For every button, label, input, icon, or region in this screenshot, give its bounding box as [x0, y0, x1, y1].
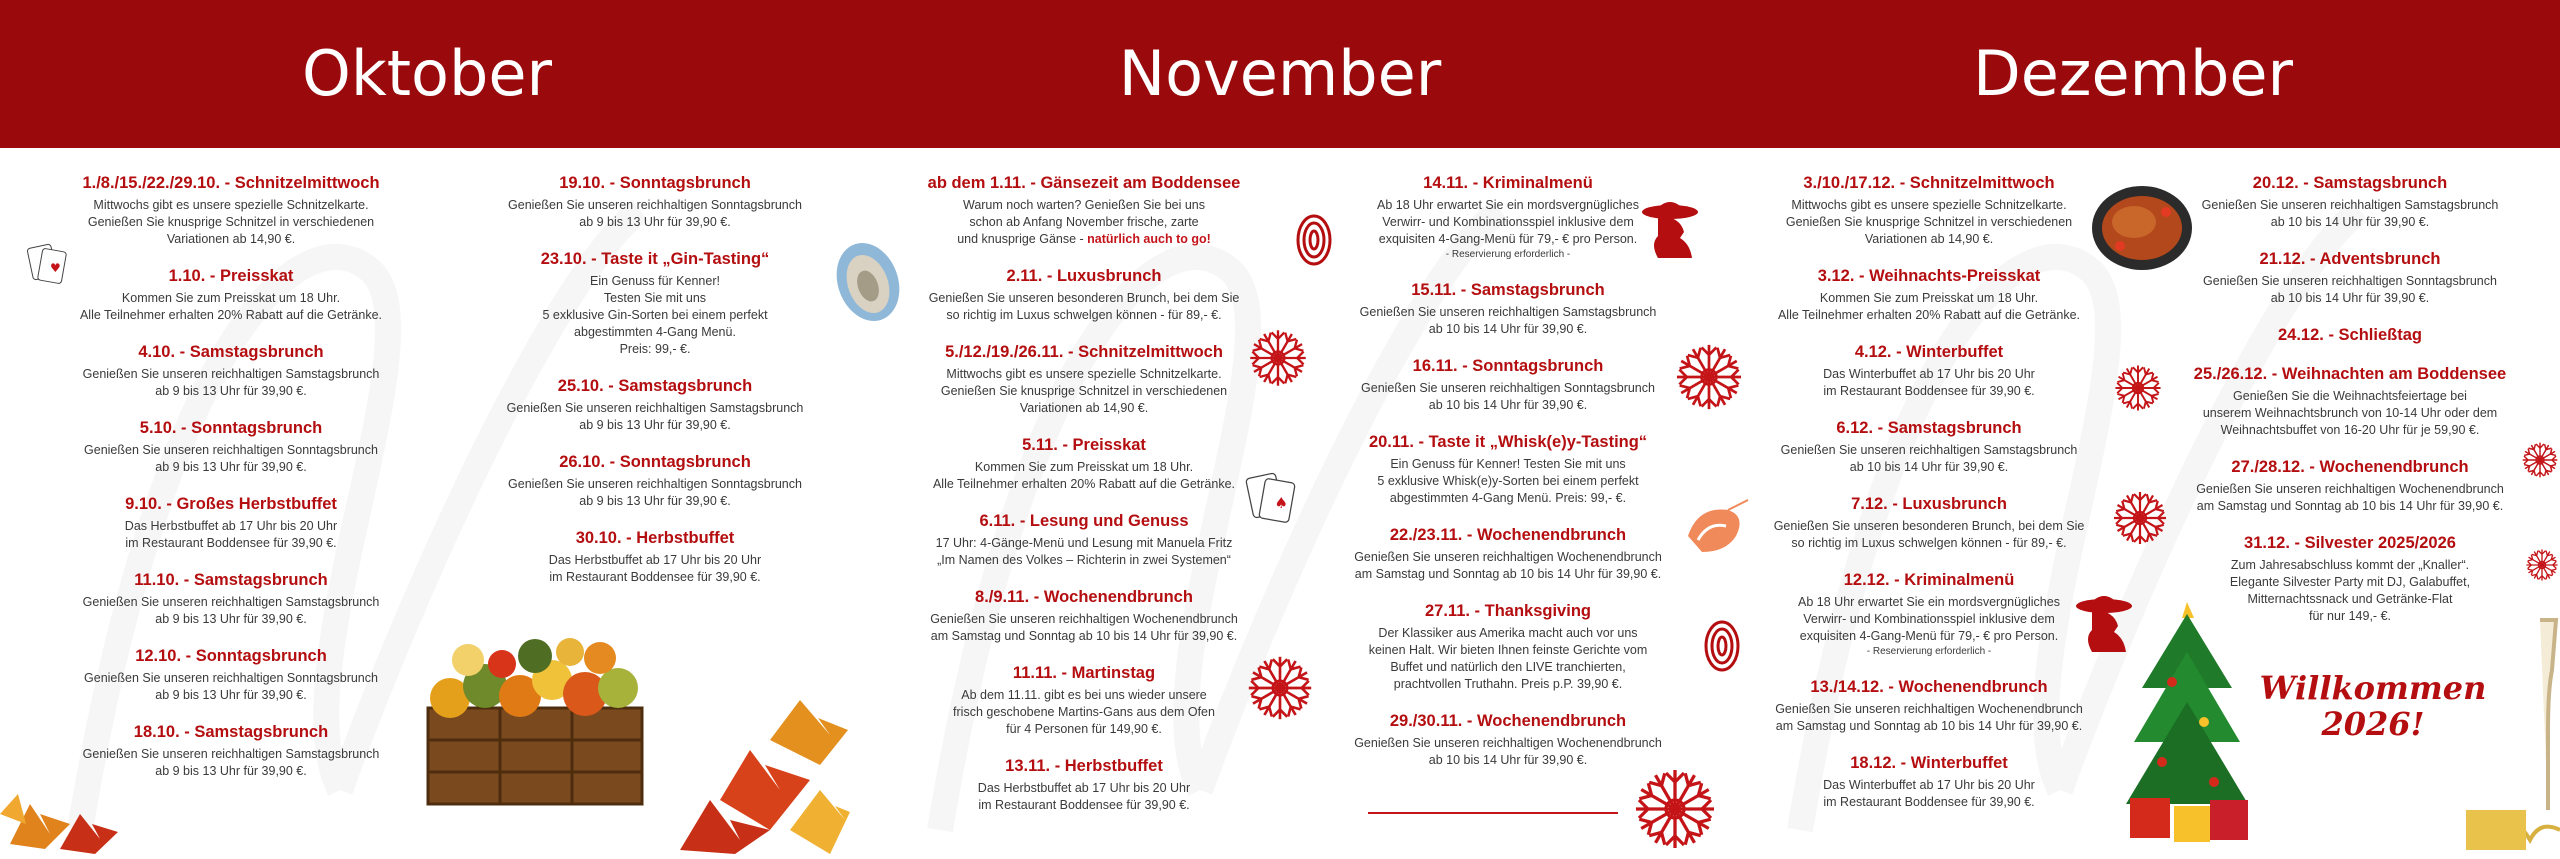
- events-column-6: [2140, 172, 2560, 642]
- event-item: [1719, 341, 2139, 400]
- event-title: 12.10. - Sonntagsbrunch: [135, 647, 327, 665]
- event-item: [21, 265, 441, 324]
- event-item: [21, 493, 441, 552]
- events-column-1: [21, 172, 441, 797]
- snowflake-icon: [1672, 340, 1746, 414]
- autumn-leaves-image: [0, 754, 120, 854]
- event-description: Genießen Sie unseren besonderen Brunch, bei dem Sie so richtig im Luxus schwelgen können - für 89,- €.: [928, 291, 1240, 322]
- event-title: 5.10. - Sonntagsbrunch: [139, 419, 323, 437]
- event-item: [445, 248, 865, 358]
- event-title: 6.11. - Lesung und Genuss: [979, 512, 1189, 530]
- event-highlight: natürlich auch to go!: [1087, 232, 1211, 246]
- event-item: [874, 662, 1294, 738]
- event-title: 3./10./17.12. - Schnitzelmittwoch: [1803, 174, 2055, 192]
- event-description: Genießen Sie unseren reichhaltigen Wochenendbrunch am Samstag und Sonntag ab 10 bis 14 Uhr für 39,90 €.: [930, 612, 1238, 643]
- event-title: 4.12. - Winterbuffet: [1854, 343, 2004, 361]
- event-title: 8./9.11. - Wochenendbrunch: [975, 588, 1193, 606]
- event-title: 11.10. - Samstagsbrunch: [134, 571, 328, 589]
- event-description: Genießen Sie unseren reichhaltigen Wochenendbrunch am Samstag und Sonntag ab 10 bis 14 Uhr für 39,90 €.: [1354, 550, 1662, 581]
- event-item: [2140, 172, 2560, 231]
- event-item: [445, 451, 865, 510]
- month-oktober: Oktober: [302, 37, 552, 110]
- event-title: 3.12. - Weihnachts-Preisskat: [1817, 267, 2041, 285]
- divider-line: [1368, 812, 1618, 814]
- shrimp-image: [1678, 496, 1750, 564]
- event-description: Ab 18 Uhr erwartet Sie ein mordsvergnügliches Verwirr- und Kombinationsspiel inklusive dem exquisiten 4-Gang-Menü für 79,- € pro Person.: [1798, 595, 2060, 643]
- fingerprint-icon: [1294, 212, 1334, 268]
- event-title: 27.11. - Thanksgiving: [1425, 602, 1591, 620]
- event-title: 20.12. - Samstagsbrunch: [2252, 174, 2448, 192]
- snowflake-icon: [2112, 362, 2164, 414]
- event-note: - Reservierung erforderlich -: [1445, 249, 1571, 260]
- event-description: Genießen Sie unseren reichhaltigen Sonntagsbrunch ab 9 bis 13 Uhr für 39,90 €.: [508, 198, 802, 229]
- snowflake-icon: [1246, 326, 1310, 390]
- event-description: Ab 18 Uhr erwartet Sie ein mordsvergnügliches Verwirr- und Kombinationsspiel inklusive dem exquisiten 4-Gang-Menü für 79,- € pro Person.: [1377, 198, 1639, 246]
- snowflake-icon: [2520, 428, 2560, 492]
- event-description: Genießen Sie unseren besonderen Brunch, bei dem Sie so richtig im Luxus schwelgen können - für 89,- €.: [1773, 519, 2085, 550]
- event-item: [1719, 493, 2139, 552]
- event-item: [1298, 279, 1718, 338]
- event-description: 17 Uhr: 4-Gänge-Menü und Lesung mit Manuela Fritz „Im Namen des Volkes – Richterin in zwei Systemen“: [935, 536, 1233, 567]
- event-item: [1298, 355, 1718, 414]
- event-description: Genießen Sie unseren reichhaltigen Wochenendbrunch am Samstag und Sonntag ab 10 bis 14 Uhr für 39,90 €.: [1775, 702, 2083, 733]
- event-description: Das Winterbuffet ab 17 Uhr bis 20 Uhr im Restaurant Boddensee für 39,90 €.: [1823, 367, 2035, 398]
- month-dezember: Dezember: [1973, 37, 2293, 110]
- event-item: [21, 645, 441, 704]
- event-item: [874, 341, 1294, 417]
- event-description: Kommen Sie zum Preisskat um 18 Uhr. Alle Teilnehmer erhalten 20% Rabatt auf die Getränke.: [932, 460, 1236, 491]
- event-item: [1719, 417, 2139, 476]
- event-description: Genießen Sie unseren reichhaltigen Samstagsbrunch ab 10 bis 14 Uhr für 39,90 €.: [2201, 198, 2499, 229]
- event-description: Das Herbstbuffet ab 17 Uhr bis 20 Uhr im Restaurant Boddensee für 39,90 €.: [124, 519, 338, 550]
- event-item: [1298, 524, 1718, 583]
- event-item: [445, 172, 865, 231]
- event-description: Das Winterbuffet ab 17 Uhr bis 20 Uhr im Restaurant Boddensee für 39,90 €.: [1823, 778, 2035, 809]
- event-item: [21, 341, 441, 400]
- event-description: Kommen Sie zum Preisskat um 18 Uhr. Alle Teilnehmer erhalten 20% Rabatt auf die Getränke.: [79, 291, 383, 322]
- event-item: [2140, 324, 2560, 346]
- event-title: 5.11. - Preisskat: [1022, 436, 1146, 454]
- event-description: Genießen Sie unseren reichhaltigen Samstagsbrunch ab 9 bis 13 Uhr für 39,90 €.: [82, 595, 380, 626]
- pumpkin-crate-image: [410, 616, 660, 816]
- event-item: [1298, 431, 1718, 507]
- fingerprint-icon: [1702, 618, 1742, 674]
- event-item: [874, 755, 1294, 814]
- event-title: 26.10. - Sonntagsbrunch: [559, 453, 751, 471]
- event-description: Kommen Sie zum Preisskat um 18 Uhr. Alle Teilnehmer erhalten 20% Rabatt auf die Getränke.: [1777, 291, 2081, 322]
- svg-text:♠: ♠: [1274, 494, 1288, 512]
- snowflake-icon: [2524, 540, 2560, 590]
- event-item: [1719, 172, 2139, 248]
- event-title: 6.12. - Samstagsbrunch: [1836, 419, 2022, 437]
- event-title: 13.11. - Herbstbuffet: [1005, 757, 1163, 775]
- event-title: 4.10. - Samstagsbrunch: [138, 343, 324, 361]
- event-note: - Reservierung erforderlich -: [1866, 646, 1992, 657]
- event-description: Das Herbstbuffet ab 17 Uhr bis 20 Uhr im Restaurant Boddensee für 39,90 €.: [977, 781, 1191, 812]
- event-description: Genießen Sie unseren reichhaltigen Samstagsbrunch ab 10 bis 14 Uhr für 39,90 €.: [1359, 305, 1657, 336]
- event-title: 21.12. - Adventsbrunch: [2259, 250, 2441, 268]
- events-column-3: [874, 172, 1294, 831]
- event-title: 19.10. - Sonntagsbrunch: [559, 174, 751, 192]
- event-title: 18.12. - Winterbuffet: [1850, 754, 2008, 772]
- playing-cards-icon: [1240, 468, 1304, 528]
- event-description: Mittwochs gibt es unsere spezielle Schnitzelkarte. Genießen Sie knusprige Schnitzel in verschiedenen Variationen ab 14,90 €.: [1785, 198, 2073, 246]
- event-title: 18.10. - Samstagsbrunch: [133, 723, 329, 741]
- event-title: 24.12. - Schließtag: [2278, 326, 2422, 344]
- christmas-tree-image: [2122, 592, 2252, 854]
- event-title: 25.10. - Samstagsbrunch: [557, 377, 753, 395]
- event-item: [2140, 456, 2560, 515]
- event-item: [2140, 248, 2560, 307]
- event-item: [874, 510, 1294, 569]
- header-banner: [0, 0, 2560, 148]
- event-description: Genießen Sie unseren reichhaltigen Sonntagsbrunch ab 10 bis 14 Uhr für 39,90 €.: [1361, 381, 1655, 412]
- events-column-5: [1719, 172, 2139, 828]
- event-title: 9.10. - Großes Herbstbuffet: [125, 495, 337, 513]
- willkommen-greeting: Willkommen 2026!: [2259, 669, 2487, 743]
- roast-goose-image: [2090, 182, 2194, 272]
- event-title: 1./8./15./22./29.10. - Schnitzelmittwoch: [82, 174, 380, 192]
- event-item: [1298, 600, 1718, 693]
- event-title: 31.12. - Silvester 2025/2026: [2244, 534, 2456, 552]
- events-column-2: [445, 172, 865, 603]
- event-item: [874, 265, 1294, 324]
- event-item: [1719, 265, 2139, 324]
- snowflake-icon: [1630, 764, 1720, 854]
- event-title: 23.10. - Taste it „Gin-Tasting“: [540, 250, 770, 268]
- event-description: Mittwochs gibt es unsere spezielle Schnitzelkarte. Genießen Sie knusprige Schnitzel in verschiedenen Variationen ab 14,90 €.: [940, 367, 1228, 415]
- event-description: Genießen Sie unseren reichhaltigen Samstagsbrunch ab 10 bis 14 Uhr für 39,90 €.: [1780, 443, 2078, 474]
- event-description: Genießen Sie unseren reichhaltigen Samstagsbrunch ab 9 bis 13 Uhr für 39,90 €.: [82, 367, 380, 398]
- event-description: Genießen Sie unseren reichhaltigen Samstagsbrunch ab 9 bis 13 Uhr für 39,90 €.: [82, 747, 380, 778]
- event-description: Genießen Sie unseren reichhaltigen Wochenendbrunch ab 10 bis 14 Uhr für 39,90 €.: [1354, 736, 1662, 767]
- event-title: 15.11. - Samstagsbrunch: [1411, 281, 1605, 299]
- event-description: Genießen Sie unseren reichhaltigen Wochenendbrunch am Samstag und Sonntag ab 10 bis 14 Uhr für 39,90 €.: [2196, 482, 2504, 513]
- snowflake-icon: [1244, 652, 1316, 724]
- event-description: Ein Genuss für Kenner! Testen Sie mit uns 5 exklusive Gin-Sorten bei einem perfekt abgestimmten 4-Gang Menü. Preis: 99,- €.: [542, 274, 768, 356]
- event-item: [21, 569, 441, 628]
- event-description: Das Herbstbuffet ab 17 Uhr bis 20 Uhr im Restaurant Boddensee für 39,90 €.: [548, 553, 762, 584]
- event-description: Genießen Sie unseren reichhaltigen Sonntagsbrunch ab 10 bis 14 Uhr für 39,90 €.: [2203, 274, 2497, 305]
- event-item: [1298, 710, 1718, 769]
- event-title: 20.11. - Taste it „Whisk(e)y-Tasting“: [1368, 433, 1648, 451]
- snowflake-icon: [2110, 488, 2170, 548]
- event-item: [21, 417, 441, 476]
- event-title: 7.12. - Luxusbrunch: [1851, 495, 2007, 513]
- detective-silhouette-icon: [1640, 196, 1710, 258]
- event-title: 12.12. - Kriminalmenü: [1843, 571, 2015, 589]
- event-item: [1719, 752, 2139, 811]
- event-description: Ein Genuss für Kenner! Testen Sie mit uns 5 exklusive Whisk(e)y-Sorten bei einem perfekt abgestimmten 4-Gang Menü. Preis: 99,- €.: [1377, 457, 1639, 505]
- event-description: Der Klassiker aus Amerika macht auch vor uns keinen Halt. Wir bieten Ihnen feinste Gerichte vom Buffet und natürlich den LIVE tranchierten, prachtvollen Truthahn. Preis p.P. 39,90 €.: [1368, 626, 1648, 691]
- event-item: [2140, 363, 2560, 439]
- event-title: 29./30.11. - Wochenendbrunch: [1389, 712, 1627, 730]
- event-title: 5./12./19./26.11. - Schnitzelmittwoch: [945, 343, 1223, 361]
- event-title: ab dem 1.11. - Gänsezeit am Boddensee: [927, 174, 1241, 192]
- event-description: Genießen Sie die Weihnachtsfeiertage bei unserem Weihnachtsbrunch von 10-14 Uhr oder dem Weihnachtsbuffet von 16-20 Uhr für je 59,90 €.: [2202, 389, 2498, 437]
- event-title: 22./23.11. - Wochenendbrunch: [1389, 526, 1627, 544]
- oyster-image: [828, 234, 908, 330]
- event-item: [874, 172, 1294, 248]
- event-description: Genießen Sie unseren reichhaltigen Sonntagsbrunch ab 9 bis 13 Uhr für 39,90 €.: [84, 443, 378, 474]
- event-title: 25./26.12. - Weihnachten am Boddensee: [2193, 365, 2507, 383]
- event-description: Genießen Sie unseren reichhaltigen Sonntagsbrunch ab 9 bis 13 Uhr für 39,90 €.: [84, 671, 378, 702]
- event-title: 1.10. - Preisskat: [168, 267, 294, 285]
- events-column-4: [1298, 172, 1718, 786]
- event-description: Zum Jahresabschluss kommt der „Knaller“. Elegante Silvester Party mit DJ, Galabuffet, Mitternachtssnack und Getränke-Flat für nur 149,- €.: [2229, 558, 2471, 623]
- month-november: November: [1118, 37, 1442, 110]
- event-description: Ab dem 11.11. gibt es bei uns wieder unsere frisch geschobene Martins-Gans aus dem Ofen für 4 Personen für 149,90 €.: [953, 688, 1215, 736]
- event-title: 27./28.12. - Wochenendbrunch: [2231, 458, 2469, 476]
- svg-text:♥: ♥: [50, 261, 61, 275]
- autumn-leaves-image: [660, 680, 850, 854]
- event-item: [874, 434, 1294, 493]
- event-description: Mittwochs gibt es unsere spezielle Schnitzelkarte. Genießen Sie knusprige Schnitzel in verschiedenen Variationen ab 14,90 €.: [87, 198, 375, 246]
- event-title: 30.10. - Herbstbuffet: [575, 529, 735, 547]
- playing-cards-icon: [26, 240, 70, 288]
- event-item: [21, 172, 441, 248]
- event-description: Warum noch warten? Genießen Sie bei uns schon ab Anfang November frische, zarte und knusprige Gänse - natürlich auch to go!: [957, 198, 1211, 246]
- event-title: 14.11. - Kriminalmenü: [1423, 174, 1593, 192]
- event-description: Genießen Sie unseren reichhaltigen Sonntagsbrunch ab 9 bis 13 Uhr für 39,90 €.: [508, 477, 802, 508]
- event-item: [445, 527, 865, 586]
- event-title: 13./14.12. - Wochenendbrunch: [1810, 678, 2048, 696]
- event-title: 2.11. - Luxusbrunch: [1006, 267, 1162, 285]
- event-description: Genießen Sie unseren reichhaltigen Samstagsbrunch ab 9 bis 13 Uhr für 39,90 €.: [506, 401, 804, 432]
- event-title: 11.11. - Martinstag: [1012, 664, 1156, 682]
- event-item: [874, 586, 1294, 645]
- event-item: [1719, 676, 2139, 735]
- event-title: 16.11. - Sonntagsbrunch: [1412, 357, 1604, 375]
- event-item: [445, 375, 865, 434]
